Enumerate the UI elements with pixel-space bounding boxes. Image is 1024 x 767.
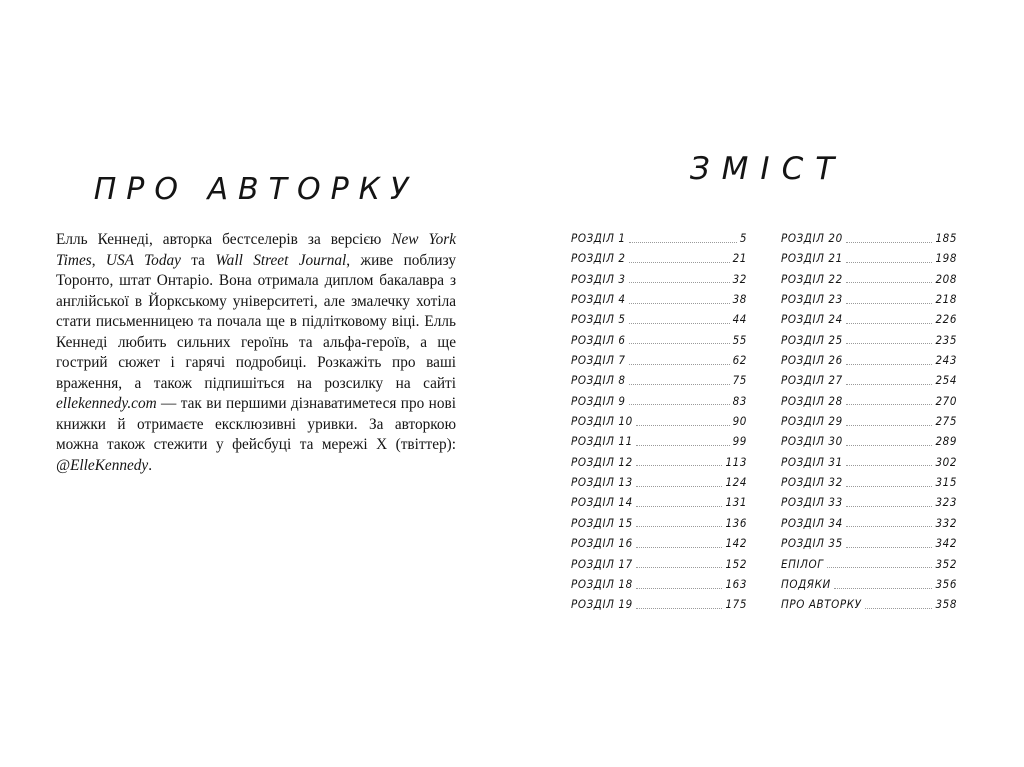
bio-segment: @ElleKennedy [56,456,149,474]
toc-entry [781,557,957,577]
toc-dot-leader [846,384,933,385]
toc-entry-label: РОЗДІЛ 7 [571,353,626,368]
toc-entry-page: 44 [732,312,747,327]
toc-entry-label: РОЗДІЛ 13 [571,475,633,490]
toc-dot-leader [636,445,730,446]
toc-entry-page: 323 [935,495,957,510]
toc-entry [781,333,957,353]
toc-entry-page: 83 [732,393,747,408]
toc-entry-page: 289 [935,434,957,449]
toc-entry-page: 163 [725,576,747,591]
toc-dot-leader [636,486,723,487]
toc-entry-label: РОЗДІЛ 5 [571,312,626,327]
toc-entry-label: РОЗДІЛ 19 [571,597,633,612]
toc-entry-page: 235 [935,332,957,347]
toc-entry [781,231,957,251]
bio-segment: . [148,456,153,474]
toc-entry-page: 226 [935,312,957,327]
toc-dot-leader [636,465,723,466]
toc-dot-leader [636,588,723,589]
toc-entry-label: РОЗДІЛ 34 [781,515,843,530]
toc-entry [571,475,747,495]
toc-entry [781,292,957,312]
toc-dot-leader [629,364,730,365]
toc-dot-leader [846,282,933,283]
toc-dot-leader [865,608,933,609]
toc-entry-label: РОЗДІЛ 3 [571,271,626,286]
toc-dot-leader [846,343,933,344]
toc-dot-leader [629,262,730,263]
toc-dot-leader [834,588,933,589]
toc-entry-page: 218 [935,292,957,307]
toc-entry-label: РОЗДІЛ 28 [781,393,843,408]
contents-title: ЗМІСТ [689,151,847,187]
toc-dot-leader [846,465,933,466]
toc-entry-page: 21 [732,251,747,266]
toc-entry-page: 142 [725,536,747,551]
about-author-title: ПРО АВТОРКУ [93,172,419,207]
toc-entry-page: 75 [732,373,747,388]
bio-segment: , живе поблизу Торонто, штат Онтаріо. Вона отримала диплом бакалавра з англійської в Йоркському університеті, але змалечку хотіла стати письменницею та почала ще в підлітковому віці. Елль Кеннеді любить сильних героїнь та альфа-героїв, а ще гострий сюжет і гарячі подробиці. Розкажіть про ваші враження, а також підпишіться на розсилку на сайті [56,251,456,392]
toc-entry-page: 352 [935,556,957,571]
bio-segment: ellekennedy.com [56,395,157,412]
toc-entry-label: РОЗДІЛ 23 [781,292,843,307]
toc-entry-page: 38 [732,292,747,307]
toc-column-left [571,231,747,618]
toc-entry [571,231,747,251]
toc-entry-page: 62 [732,353,747,368]
toc-entry-page: 113 [725,454,747,469]
toc-entry [781,597,957,617]
toc-dot-leader [846,526,933,527]
toc-entry [571,312,747,332]
toc-dot-leader [846,547,933,548]
toc-entry-label: РОЗДІЛ 26 [781,353,843,368]
toc-dot-leader [846,323,933,324]
toc-entry-label: РОЗДІЛ 17 [571,556,633,571]
toc-entry [781,414,957,434]
toc-entry-page: 99 [732,434,747,449]
toc-entry-page: 152 [725,556,747,571]
toc-entry [781,272,957,292]
toc-entry-page: 198 [935,251,957,266]
toc-entry [571,353,747,373]
toc-entry-page: 243 [935,353,957,368]
toc-dot-leader [846,425,933,426]
toc-entry-page: 55 [732,332,747,347]
toc-entry [571,373,747,393]
toc-entry-label: РОЗДІЛ 14 [571,495,633,510]
bio-segment: Елль Кеннеді, авторка бестселерів за версією [56,231,392,248]
toc-entry-label: РОЗДІЛ 29 [781,414,843,429]
toc-entry [781,577,957,597]
toc-entry-label: РОЗДІЛ 1 [571,231,626,245]
toc-entry [571,516,747,536]
toc-entry-label: ПОДЯКИ [781,576,831,591]
toc-dot-leader [827,567,933,568]
toc-entry [781,475,957,495]
toc-entry [571,272,747,292]
toc-entry [571,455,747,475]
bio-segment: Wall Street Journal [215,251,347,269]
toc-entry-label: РОЗДІЛ 33 [781,495,843,510]
toc-dot-leader [629,404,730,405]
toc-entry-label: РОЗДІЛ 24 [781,312,843,327]
toc-dot-leader [629,384,730,385]
toc-entry-label: РОЗДІЛ 4 [571,292,626,307]
toc-dot-leader [629,282,730,283]
toc-entry-label: РОЗДІЛ 27 [781,373,843,388]
toc-entry [571,333,747,353]
toc-entry [571,414,747,434]
toc-entry-label: РОЗДІЛ 25 [781,332,843,347]
toc-entry-label: РОЗДІЛ 31 [781,454,843,469]
toc-entry-page: 315 [935,475,957,490]
bio-segment: , [91,251,106,269]
toc-entry-label: РОЗДІЛ 12 [571,454,633,469]
toc-entry-label: РОЗДІЛ 15 [571,515,633,530]
toc-entry [571,536,747,556]
toc-dot-leader [636,506,723,507]
toc-entry-page: 175 [725,597,747,612]
toc-entry [781,495,957,515]
toc-entry [781,373,957,393]
toc-entry-page: 136 [725,515,747,530]
toc-dot-leader [846,303,933,304]
right-page [512,0,1024,767]
toc-entry [781,516,957,536]
toc-entry-page: 332 [935,515,957,530]
bio-segment: New York Times [56,231,456,269]
toc-entry [571,251,747,271]
toc-entry-page: 5 [739,231,747,245]
toc-entry-page: 270 [935,393,957,408]
toc-entry-page: 302 [935,454,957,469]
bio-segment: USA Today [105,251,181,269]
toc-entry-label: РОЗДІЛ 30 [781,434,843,449]
toc-entry-label: РОЗДІЛ 6 [571,332,626,347]
toc-entry-page: 32 [732,271,747,286]
toc-entry [781,353,957,373]
toc-entry-label: ПРО АВТОРКУ [781,597,862,612]
toc-dot-leader [636,526,723,527]
toc-entry-page: 124 [725,475,747,490]
toc-entry-label: РОЗДІЛ 11 [571,434,633,449]
toc-entry-label: ЕПІЛОГ [781,556,824,571]
toc-entry [781,455,957,475]
toc-entry-label: РОЗДІЛ 22 [781,271,843,286]
toc-dot-leader [846,364,933,365]
toc-entry-page: 356 [935,576,957,591]
toc-dot-leader [846,445,933,446]
toc-entry [781,434,957,454]
toc-entry [571,394,747,414]
toc-entry [781,536,957,556]
toc-entry-label: РОЗДІЛ 18 [571,576,633,591]
toc-dot-leader [629,303,730,304]
toc-entry-page: 358 [935,597,957,612]
bio-segment: — так ви першими дізнаватиметеся про нові книжки й отримаєте ексклюзивні уривки. За авторкою можна також стежити у фейсбуці та мережі X (твіттер): [56,395,456,453]
toc-entry-page: 131 [725,495,747,510]
toc-entry [571,557,747,577]
toc-dot-leader [846,404,933,405]
toc-entry-page: 208 [935,271,957,286]
toc-entry-page: 275 [935,414,957,429]
toc-dot-leader [846,242,933,243]
toc-entry-page: 254 [935,373,957,388]
toc-dot-leader [629,323,730,324]
toc-dot-leader [636,425,730,426]
toc-entry [571,495,747,515]
toc-entry [781,394,957,414]
toc-entry-label: РОЗДІЛ 9 [571,393,626,408]
bio-segment: та [180,251,216,269]
toc-dot-leader [846,486,933,487]
toc-dot-leader [636,608,723,609]
toc-dot-leader [629,343,730,344]
toc-column-right [781,231,957,618]
toc-entry-label: РОЗДІЛ 8 [571,373,626,388]
toc-dot-leader [846,262,933,263]
toc-entry-label: РОЗДІЛ 10 [571,414,633,429]
toc-entry [781,251,957,271]
toc-entry-label: РОЗДІЛ 21 [781,251,843,266]
toc-entry-page: 185 [935,231,957,245]
toc-entry [571,292,747,312]
toc-entry-label: РОЗДІЛ 20 [781,231,843,245]
toc-entry-page: 90 [732,414,747,429]
toc-entry [571,434,747,454]
toc-entry [571,577,747,597]
toc-entry-page: 342 [935,536,957,551]
toc-entry-label: РОЗДІЛ 16 [571,536,633,551]
toc-entry-label: РОЗДІЛ 2 [571,251,626,266]
toc-dot-leader [636,567,723,568]
toc-dot-leader [629,242,737,243]
toc-dot-leader [636,547,723,548]
author-bio [56,230,456,476]
toc-entry-label: РОЗДІЛ 35 [781,536,843,551]
toc-entry [781,312,957,332]
toc-dot-leader [846,506,933,507]
toc-entry-label: РОЗДІЛ 32 [781,475,843,490]
toc-entry [571,597,747,617]
